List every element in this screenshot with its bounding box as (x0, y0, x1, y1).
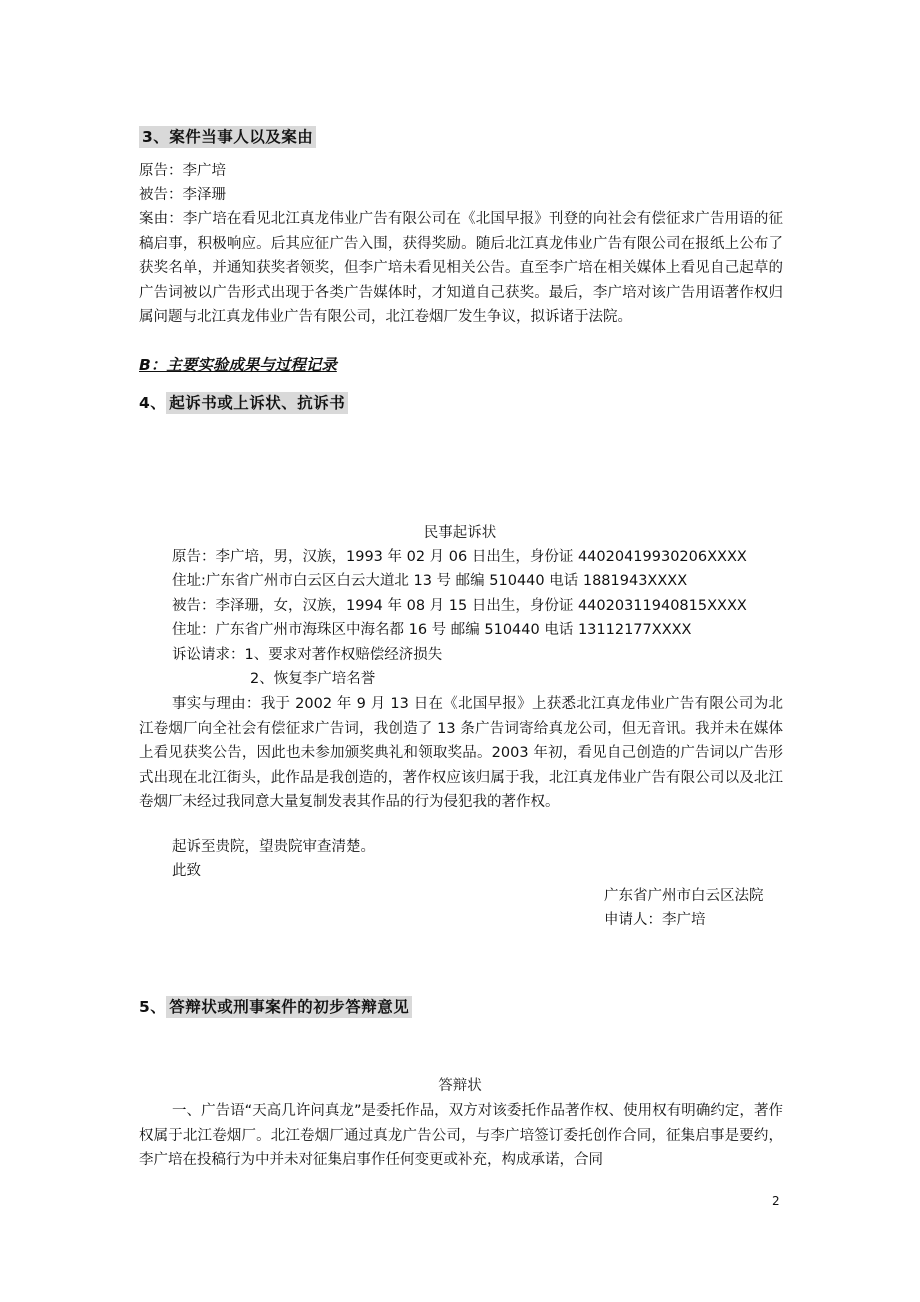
facts-paragraph: 事实与理由：我于 2002 年 9 月 13 日在《北国早报》上获悉北江真龙伟业广告有限公司为北江卷烟厂向全社会有偿征求广告词，我创造了 13 条广告词寄给真龙公司，但无音讯。我并未在媒体上看见获奖公告，因此也未参加颁奖典礼和领取奖品。2003 年初，看见自己创造的广告词以广告形式出现在北江街头，此作品是我创造的，著作权应该归属于我，北江真龙伟业广告有限公司以及北江卷烟厂未经过我同意大量复制发表其作品的行为侵犯我的著作权。 (139, 696, 783, 810)
defendant-line: 被告：李泽珊 (139, 187, 226, 203)
section-5-title: 答辩状或刑事案件的初步答辩意见 (166, 996, 412, 1018)
section-4-title: 起诉书或上诉状、抗诉书 (166, 392, 348, 414)
closing-line: 起诉至贵院，望贵院审查清楚。 (172, 839, 375, 855)
salute-line: 此致 (172, 863, 201, 879)
section-4-heading (139, 392, 348, 414)
section-4-number: 4、 (139, 394, 167, 412)
claims-line-1: 诉讼请求：1、要求对著作权赔偿经济损失 (172, 647, 443, 663)
plaintiff-line: 原告：李广培 (139, 163, 226, 179)
section-3-heading: 3、案件当事人以及案由 (139, 126, 316, 148)
complaint-plaintiff-line: 原告：李广培，男，汉族，1993 年 02 月 06 日出生，身份证 44020419930206XXXX (172, 549, 747, 565)
claims-line-2: 2、恢复李广培名誉 (250, 671, 376, 687)
court-name: 广东省广州市白云区法院 (604, 888, 764, 904)
complaint-title: 民事起诉状 (423, 525, 497, 541)
defense-paragraph-1: 一、广告语“天高几许问真龙”是委托作品，双方对该委托作品著作权、使用权有明确约定，著作权属于北江卷烟厂。北江卷烟厂通过真龙广告公司，与李广培签订委托创作合同，征集启事是要约，李广培在投稿行为中并未对征集启事作任何变更或补充，构成承诺，合同 (139, 1103, 783, 1168)
complaint-plaintiff-address: 住址:广东省广州市白云区白云大道北 13 号 邮编 510440 电话 1881943XXXX (172, 573, 688, 589)
section-5-number: 5、 (139, 998, 167, 1016)
complaint-defendant-address: 住址：广东省广州市海珠区中海名都 16 号 邮编 510440 电话 13112177XXXX (172, 622, 692, 638)
applicant-line: 申请人：李广培 (604, 912, 706, 928)
case-cause-paragraph: 案由：李广培在看见北江真龙伟业广告有限公司在《北国早报》刊登的向社会有偿征求广告用语的征稿启事，积极响应。后其应征广告入围，获得奖励。随后北江真龙伟业广告有限公司在报纸上公布了获奖名单，并通知获奖者领奖，但李广培未看见相关公告。直至李广培在相关媒体上看见自己起草的广告词被以广告形式出现于各类广告媒体时，才知道自己获奖。最后，李广培对该广告用语著作权归属问题与北江真龙伟业广告有限公司，北江卷烟厂发生争议，拟诉诸于法院。 (139, 211, 783, 326)
complaint-defendant-line: 被告：李泽珊，女，汉族，1994 年 08 月 15 日出生，身份证 44020311940815XXXX (172, 598, 747, 614)
defense-title: 答辩状 (438, 1078, 482, 1094)
page-number: 2 (772, 1194, 780, 1208)
section-b-heading: B：主要实验成果与过程记录 (139, 356, 337, 374)
section-5-heading (139, 996, 412, 1018)
